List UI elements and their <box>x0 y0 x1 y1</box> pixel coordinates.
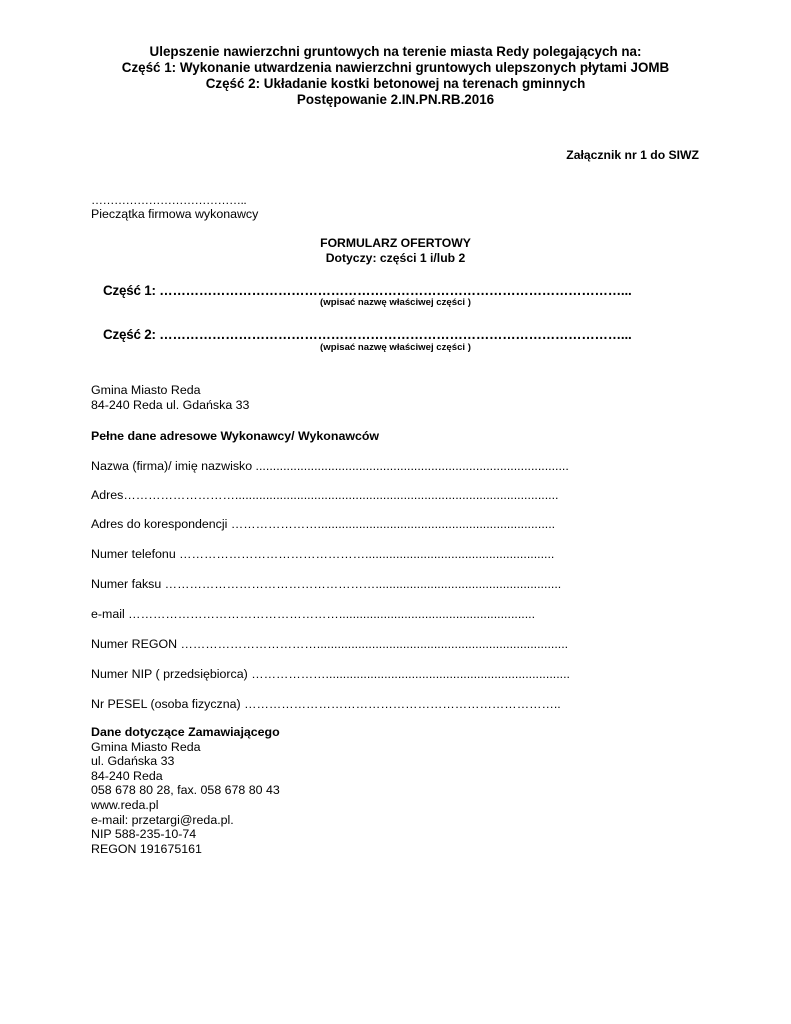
form-title: FORMULARZ OFERTOWY <box>320 236 471 250</box>
field-correspondence-address: Adres do korespondencji …………………..................................................................... <box>91 517 556 531</box>
recipient-address <box>91 383 249 413</box>
part-2-hint: (wpisać nazwę właściwej części ) <box>320 342 471 353</box>
part-1-hint: (wpisać nazwę właściwej części ) <box>320 297 471 308</box>
stamp-label: Pieczątka firmowa wykonawcy <box>91 207 259 221</box>
field-company-name: Nazwa (firma)/ imię nazwisko ........................................................................................... <box>91 459 569 473</box>
document-header <box>0 44 791 108</box>
form-title-block <box>0 236 791 266</box>
ordering-party-line: e-mail: przetargi@reda.pl. <box>91 812 234 827</box>
ordering-party-block <box>91 725 280 856</box>
ordering-party-line: 058 678 80 28, fax. 058 678 80 43 <box>91 783 280 798</box>
header-line-3: Część 2: Układanie kostki betonowej na terenach gminnych <box>205 76 586 91</box>
stamp-dotted-line: ………………………………….. <box>91 193 247 207</box>
header-line-4: Postępowanie 2.IN.PN.RB.2016 <box>296 92 495 107</box>
header-line-2: Część 1: Wykonanie utwardzenia nawierzchni gruntowych ulepszonych płytami JOMB <box>121 60 670 75</box>
recipient-line-1: Gmina Miasto Reda <box>91 383 201 397</box>
ordering-party-line: ul. Gdańska 33 <box>91 754 175 769</box>
ordering-party-line: 84-240 Reda <box>91 768 163 783</box>
field-nip: Numer NIP ( przedsiębiorca) ………………....................................................................... <box>91 667 570 681</box>
part-1-line: Część 1: ……………………………………………………………………………………………... <box>103 283 632 298</box>
field-phone: Numer telefonu ………………………………………....................................................... <box>91 547 555 561</box>
part-2-line: Część 2: ……………………………………………………………………………………………... <box>103 327 632 342</box>
recipient-line-2: 84-240 Reda ul. Gdańska 33 <box>91 398 250 412</box>
header-line-1: Ulepszenie nawierzchni gruntowych na terenie miasta Redy polegających na: <box>149 44 642 59</box>
field-regon: Numer REGON ……………………………......................................................................... <box>91 637 569 651</box>
ordering-party-title: Dane dotyczące Zamawiającego <box>91 725 280 739</box>
field-email: e-mail ……………………………………………......................................................... <box>91 607 536 621</box>
ordering-party-line: NIP 588-235-10-74 <box>91 827 197 842</box>
field-address: Adres……………………….............................................................................................. <box>91 488 559 502</box>
field-fax: Numer faksu ……………………………………………...................................................... <box>91 577 562 591</box>
contractor-section-title: Pełne dane adresowe Wykonawcy/ Wykonawców <box>91 429 380 443</box>
ordering-party-line: Gmina Miasto Reda <box>91 739 201 754</box>
form-subtitle: Dotyczy: części 1 i/lub 2 <box>325 251 466 265</box>
ordering-party-line: www.reda.pl <box>91 797 159 812</box>
ordering-party-line: REGON 191675161 <box>91 841 202 856</box>
attachment-label: Załącznik nr 1 do SIWZ <box>566 148 699 162</box>
field-pesel: Nr PESEL (osoba fizyczna) ………………………………………………………………….. <box>91 697 561 711</box>
